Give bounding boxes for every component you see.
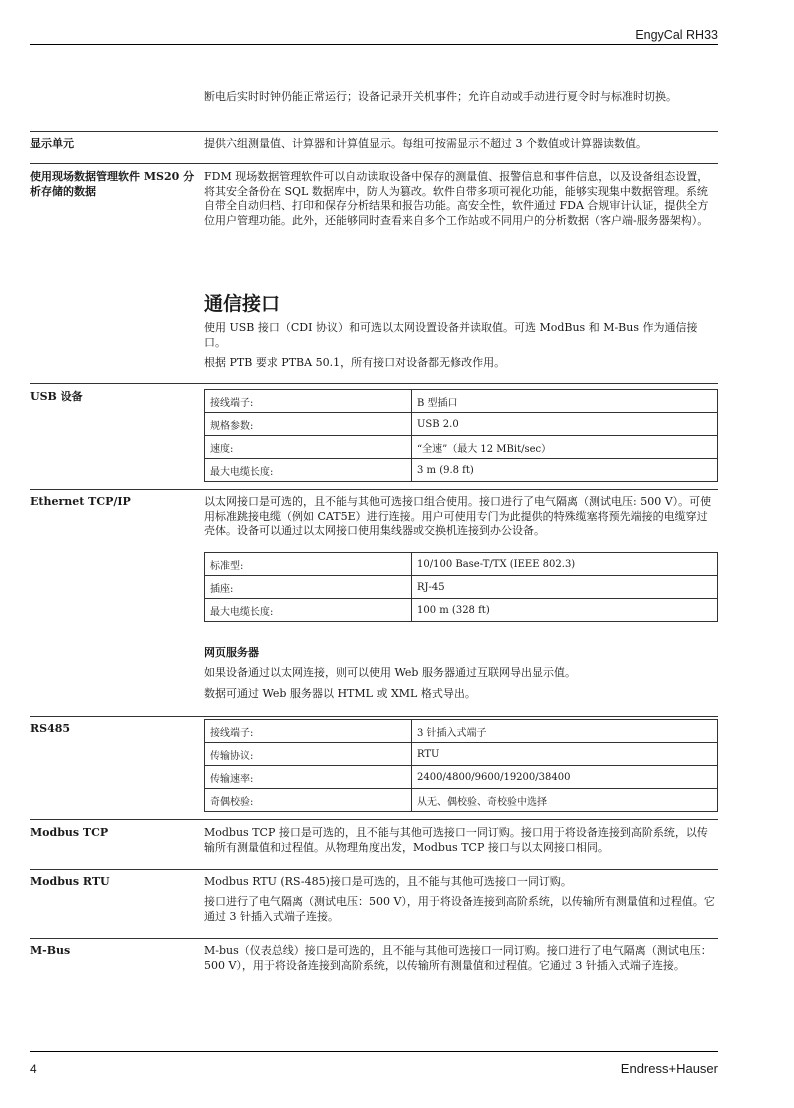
table-row: [205, 766, 718, 789]
brand-logo: Endress+Hauser: [620, 1061, 718, 1076]
ms20-text: FDM 现场数据管理软件可以自动读取设备中保存的测量值、报警信息和事件信息，以及设备组态设置，将其安全备份在 SQL 数据库中，防人为篡改。软件自带多项可视化功能，能够实现集中数据管理。系统自带全自动归档、打印和保存分析结果和报告功能。高安全性，软件通过 FDA 合规审计认证，提供全方位用户管理功能。此外，还能够同时查看来自多个工作站或不同用户的分析数据（客户端-服务器架构）。: [204, 170, 709, 227]
divider: [30, 869, 718, 870]
rs485-spec-table: [204, 719, 718, 812]
table-row: [205, 743, 718, 766]
spec-key: 奇偶校验:: [205, 789, 412, 812]
divider: [30, 383, 718, 384]
web-server-para-2: 数据可通过 Web 服务器以 HTML 或 XML 格式导出。: [204, 687, 476, 700]
web-server-para-1: 如果设备通过以太网连接，则可以使用 Web 服务器通过互联网导出显示值。: [204, 666, 576, 679]
spec-value: B 型插口: [412, 390, 718, 413]
display-unit-text: 提供六组测量值、计算器和计算值显示。每组可按需显示不超过 3 个数值或计算器读数值。: [204, 137, 647, 150]
ethernet-label: Ethernet TCP/IP: [30, 495, 131, 508]
modbus-rtu-label: Modbus RTU: [30, 875, 110, 888]
comm-para-1: 使用 USB 接口（CDI 协议）和可选以太网设置设备并读取值。可选 ModBus 和 M-Bus 作为通信接口。: [204, 321, 698, 349]
spec-value: 3 m (9.8 ft): [412, 459, 718, 482]
spec-key: 接线端子:: [205, 720, 412, 743]
table-row: [205, 789, 718, 812]
display-unit-label: 显示单元: [30, 137, 74, 150]
usb-spec-table: [204, 389, 718, 482]
divider: [30, 131, 718, 132]
footer-rule: [30, 1051, 718, 1052]
ms20-label: 使用现场数据管理软件 MS20 分析存储的数据: [30, 170, 195, 198]
section-title: 通信接口: [204, 293, 281, 315]
divider: [30, 819, 718, 820]
spec-key: 插座:: [205, 576, 412, 599]
mbus-label: M-Bus: [30, 944, 71, 957]
spec-key: 最大电缆长度:: [205, 599, 412, 622]
header-rule: [30, 44, 718, 45]
divider: [30, 489, 718, 490]
table-row: [205, 720, 718, 743]
table-row: [205, 599, 718, 622]
comm-para-2: 根据 PTB 要求 PTBA 50.1，所有接口对设备都无修改作用。: [204, 356, 506, 369]
web-server-title: 网页服务器: [204, 646, 259, 659]
divider: [30, 938, 718, 939]
spec-value: “全速”（最大 12 MBit/sec）: [412, 436, 718, 459]
modbus-tcp-text: Modbus TCP 接口是可选的，且不能与其他可选接口一同订购。接口用于将设备连接到高阶系统，以传输所有测量值和过程值。从物理角度出发，Modbus TCP 接口与以太网接口相同。: [204, 826, 708, 854]
divider: [30, 163, 718, 164]
spec-value: 100 m (328 ft): [412, 599, 718, 622]
table-row: [205, 459, 718, 482]
table-row: [205, 390, 718, 413]
spec-key: 最大电缆长度:: [205, 459, 412, 482]
usb-label: USB 设备: [30, 390, 83, 403]
ethernet-text: 以太网接口是可选的，且不能与其他可选接口组合使用。接口进行了电气隔离（测试电压: 500 V）。可使用标准跳接电缆（例如 CAT5E）进行连接。用户可使用专门为此提供的特殊缆塞将预先端接的电缆穿过壳体。设备可以通过以太网接口使用集线器或交换机连接到办公设备。: [204, 495, 712, 537]
spec-key: 规格参数:: [205, 413, 412, 436]
table-row: [205, 576, 718, 599]
divider: [30, 716, 718, 717]
ethernet-spec-table: [204, 552, 718, 622]
spec-key: 接线端子:: [205, 390, 412, 413]
rs485-label: RS485: [30, 722, 71, 735]
page-number: 4: [30, 1062, 37, 1076]
spec-value: USB 2.0: [412, 413, 718, 436]
intro-text: 断电后实时时钟仍能正常运行；设备记录开关机事件；允许自动或手动进行夏令时与标准时切换。: [204, 90, 677, 103]
spec-value: RJ-45: [412, 576, 718, 599]
modbus-rtu-para-1: Modbus RTU (RS-485)接口是可选的，且不能与其他可选接口一同订购。: [204, 875, 572, 888]
spec-key: 速度:: [205, 436, 412, 459]
spec-value: RTU: [412, 743, 718, 766]
table-row: [205, 436, 718, 459]
spec-key: 传输速率:: [205, 766, 412, 789]
table-row: [205, 553, 718, 576]
spec-value: 从无、偶校验、奇校验中选择: [412, 789, 718, 812]
spec-value: 3 针插入式端子: [412, 720, 718, 743]
spec-key: 传输协议:: [205, 743, 412, 766]
spec-key: 标准型:: [205, 553, 412, 576]
modbus-tcp-label: Modbus TCP: [30, 826, 109, 839]
mbus-text: M-bus（仪表总线）接口是可选的，且不能与其他可选接口一同订购。接口进行了电气隔离（测试电压：500 V），用于将设备连接到高阶系统，以传输所有测量值和过程值。它通过 3 针插入式端子连接。: [204, 944, 712, 972]
document-title: EngyCal RH33: [635, 28, 718, 42]
modbus-rtu-para-2: 接口进行了电气隔离（测试电压：500 V），用于将设备连接到高阶系统，以传输所有测量值和过程值。它通过 3 针插入式端子连接。: [204, 895, 715, 923]
spec-value: 10/100 Base-T/TX (IEEE 802.3): [412, 553, 718, 576]
table-row: [205, 413, 718, 436]
spec-value: 2400/4800/9600/19200/38400: [412, 766, 718, 789]
